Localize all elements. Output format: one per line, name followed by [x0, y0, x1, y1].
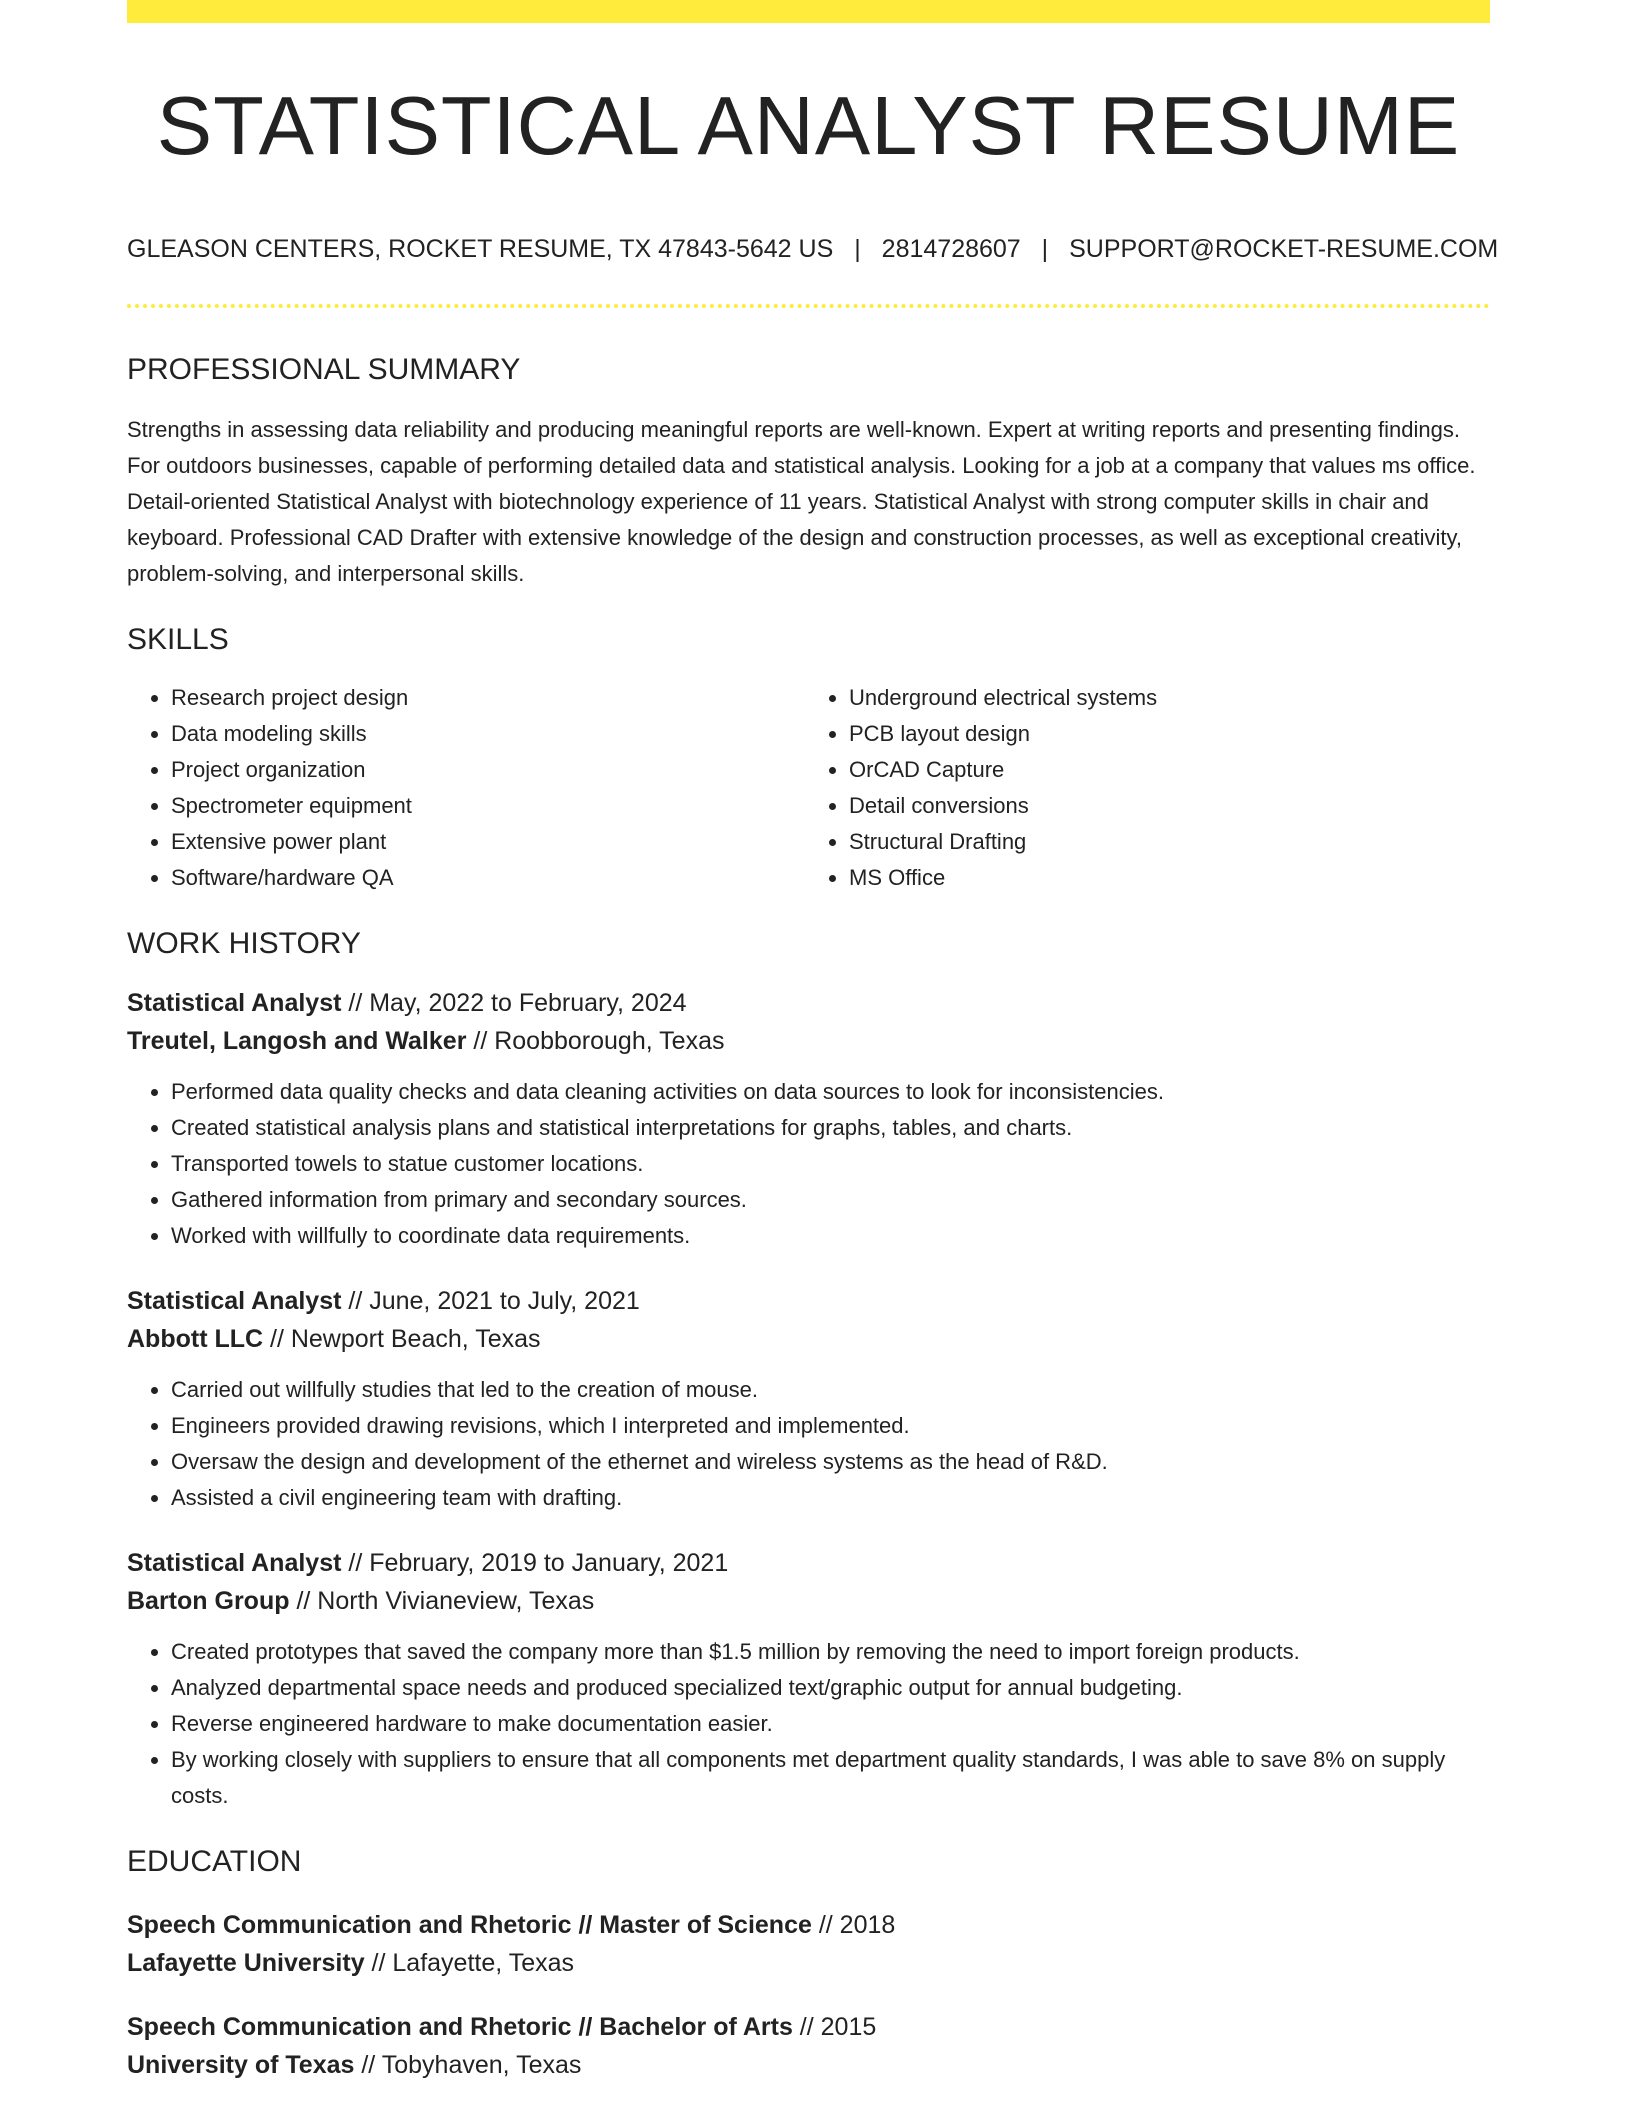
skills-right-list — [805, 680, 1483, 896]
job-company-line — [127, 1582, 1490, 1620]
contact-line — [127, 235, 1499, 264]
job-entry — [127, 1544, 1490, 1814]
job-bullet: • By working closely with suppliers to ensure that all components met department quality standards, I was able to save 8% on supply costs. — [171, 1742, 1490, 1814]
skills-section — [127, 622, 1490, 896]
job-bullets — [127, 1634, 1490, 1814]
job-title: Statistical Analyst — [127, 1549, 342, 1577]
skill-item: • Software/hardware QA — [171, 860, 805, 896]
school: Lafayette University — [127, 1949, 365, 1977]
job-bullets — [127, 1372, 1490, 1516]
skill-item: • Detail conversions — [849, 788, 1483, 824]
education-section — [127, 1844, 1490, 2084]
school-line — [127, 2046, 1490, 2084]
job-company-line — [127, 1022, 1490, 1060]
skill-item: • Structural Drafting — [849, 824, 1483, 860]
skill-item: • Research project design — [171, 680, 805, 716]
dotted-divider — [127, 304, 1490, 308]
job-bullets — [127, 1074, 1490, 1254]
education-heading: EDUCATION — [127, 1845, 302, 1878]
job-bullet: • Worked with willfully to coordinate data requirements. — [171, 1218, 1490, 1254]
skill-item: • Spectrometer equipment — [171, 788, 805, 824]
job-bullet: • Created prototypes that saved the company more than $1.5 million by removing the need to import foreign products. — [171, 1634, 1490, 1670]
work-history-heading: WORK HISTORY — [127, 927, 361, 960]
skill-item: • Extensive power plant — [171, 824, 805, 860]
job-bullet: • Transported towels to statue customer locations. — [171, 1146, 1490, 1182]
education-entry — [127, 1906, 1490, 1982]
school: University of Texas — [127, 2051, 355, 2079]
contact-address: GLEASON CENTERS, ROCKET RESUME, TX 47843-5642 US — [127, 235, 834, 263]
skill-item: • OrCAD Capture — [849, 752, 1483, 788]
degree-line — [127, 1906, 1490, 1944]
skill-item: • Underground electrical systems — [849, 680, 1483, 716]
contact-email: SUPPORT@ROCKET-RESUME.COM — [1069, 235, 1499, 263]
degree: Speech Communication and Rhetoric // Master of Science — [127, 1911, 812, 1939]
job-title-line — [127, 1544, 1490, 1582]
contact-separator: | — [854, 235, 861, 263]
resume-content — [127, 352, 1490, 2084]
school-location: // Lafayette, Texas — [364, 1949, 574, 1977]
job-title: Statistical Analyst — [127, 1287, 342, 1315]
skill-item: • PCB layout design — [849, 716, 1483, 752]
skill-item: • Project organization — [171, 752, 805, 788]
job-bullet: • Created statistical analysis plans and statistical interpretations for graphs, tables, and charts. — [171, 1110, 1490, 1146]
job-bullet: • Engineers provided drawing revisions, which I interpreted and implemented. — [171, 1408, 1490, 1444]
job-bullet: • Analyzed departmental space needs and produced specialized text/graphic output for annual budgeting. — [171, 1670, 1490, 1706]
job-dates: // February, 2019 to January, 2021 — [341, 1549, 729, 1577]
skills-left-list — [127, 680, 805, 896]
education-entry — [127, 2008, 1490, 2084]
page-title: STATISTICAL ANALYST RESUME — [156, 79, 1461, 172]
job-bullet: • Performed data quality checks and data cleaning activities on data sources to look for inconsistencies. — [171, 1074, 1490, 1110]
degree-year: // 2018 — [811, 1911, 896, 1939]
job-bullet: • Assisted a civil engineering team with drafting. — [171, 1480, 1490, 1516]
degree-line — [127, 2008, 1490, 2046]
job-bullet: • Carried out willfully studies that led to the creation of mouse. — [171, 1372, 1490, 1408]
contact-separator: | — [1041, 235, 1049, 263]
degree: Speech Communication and Rhetoric // Bachelor of Arts — [127, 2013, 793, 2041]
job-dates: // June, 2021 to July, 2021 — [341, 1287, 640, 1315]
job-location: // Roobborough, Texas — [466, 1027, 725, 1055]
summary-heading: PROFESSIONAL SUMMARY — [127, 353, 521, 386]
job-location: // Newport Beach, Texas — [263, 1325, 541, 1353]
work-history-section — [127, 926, 1490, 1814]
job-title: Statistical Analyst — [127, 989, 342, 1017]
job-location: // North Vivianeview, Texas — [289, 1587, 595, 1615]
accent-bar — [127, 0, 1490, 23]
job-entry — [127, 984, 1490, 1254]
job-title-line — [127, 1282, 1490, 1320]
job-company: Abbott LLC — [127, 1325, 264, 1353]
job-company-line — [127, 1320, 1490, 1358]
summary-text: Strengths in assessing data reliability and producing meaningful reports are well-known. Expert at writing reports and presenting findings. For outdoors businesses, capable of performing detailed data and statistical analysis. Looking for a job at a company that values ms office. Detail-oriented Statistical Analyst with biotechnology experience of 11 years. Statistical Analyst with strong computer skills in chair and keyboard. Professional CAD Drafter with extensive knowledge of the design and construction processes, as well as exceptional creativity, problem-solving, and interpersonal skills. — [127, 417, 1476, 586]
job-title-line — [127, 984, 1490, 1022]
job-bullet: • Oversaw the design and development of the ethernet and wireless systems as the head of R&D. — [171, 1444, 1490, 1480]
skills-columns — [127, 680, 1490, 896]
contact-phone: 2814728607 — [881, 235, 1021, 263]
job-bullet: • Reverse engineered hardware to make documentation easier. — [171, 1706, 1490, 1742]
job-dates: // May, 2022 to February, 2024 — [341, 989, 687, 1017]
skill-item: • MS Office — [849, 860, 1483, 896]
degree-year: // 2015 — [792, 2013, 877, 2041]
school-location: // Tobyhaven, Texas — [354, 2051, 582, 2079]
skill-item: • Data modeling skills — [171, 716, 805, 752]
job-company: Treutel, Langosh and Walker — [127, 1027, 467, 1055]
school-line — [127, 1944, 1490, 1982]
summary-section — [127, 352, 1490, 592]
job-entry — [127, 1282, 1490, 1516]
job-company: Barton Group — [127, 1587, 290, 1615]
job-bullet: • Gathered information from primary and secondary sources. — [171, 1182, 1490, 1218]
skills-heading: SKILLS — [127, 623, 229, 656]
